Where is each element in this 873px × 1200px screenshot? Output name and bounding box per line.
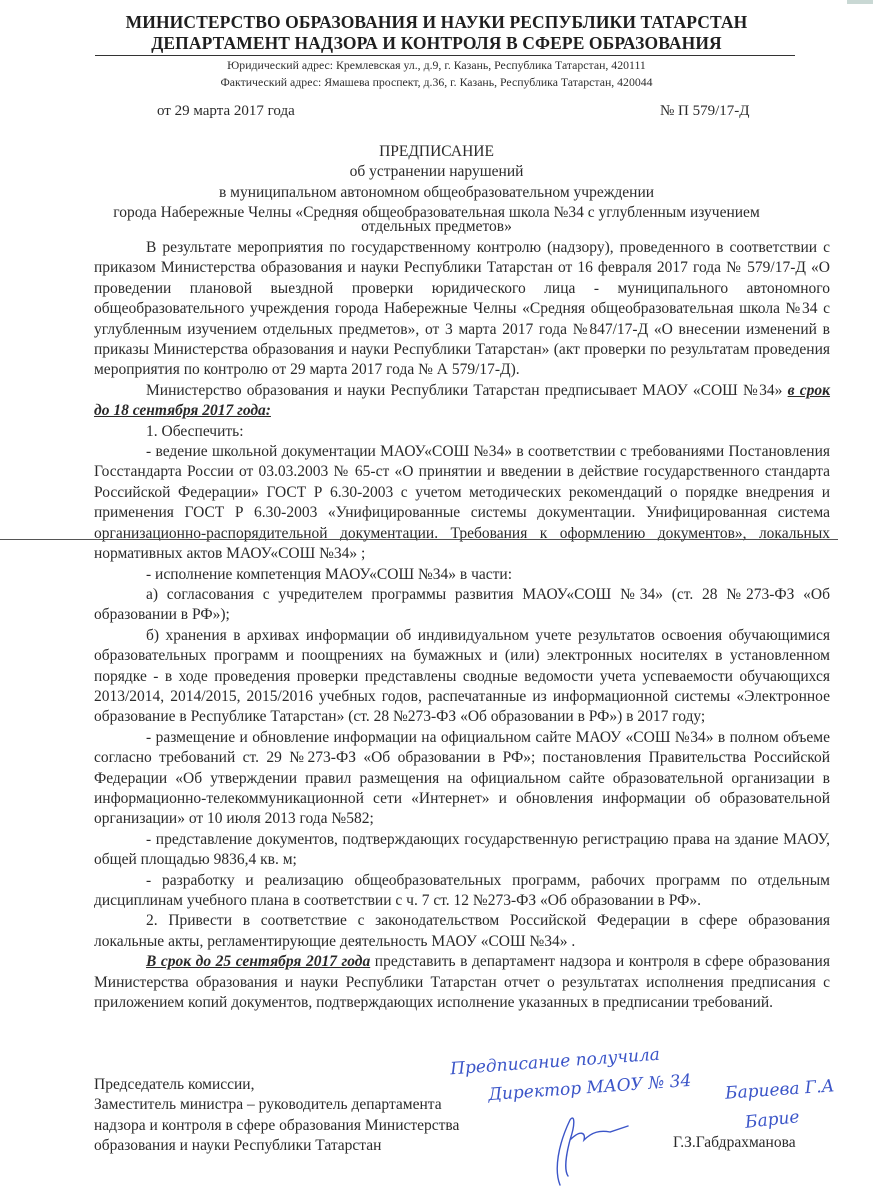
actual-address: Фактический адрес: Ямашева проспект, д.36, г. Казань, Республика Татарстан, 420044 bbox=[220, 75, 653, 89]
item-2: 2. Привести в соответствие с законодательством Российской Федерации в сфере образования локальные акты, регламентирующие деятельность МАОУ «СОШ №34» . bbox=[94, 912, 830, 950]
department-name: ДЕПАРТАМЕНТ НАДЗОРА И КОНТРОЛЯ В СФЕРЕ ОБРАЗОВАНИЯ bbox=[151, 33, 722, 53]
document-number: № П 579/17-Д bbox=[660, 103, 750, 119]
deadline-2: В срок до 25 сентября 2017 года bbox=[146, 953, 371, 971]
report-text: представить в департамент надзора и контроля в сфере образования Министерства образования и науки Республики Татарстан отчет о результатах исполнения предписания с приложением копий документов, подтверждающих исполнение указанных в предписании требований. bbox=[94, 953, 830, 1012]
paragraph-intro: В результате мероприятия по государственному контролю (надзору), проведенного в соответствии с приказом Министерства образования и науки Республики Татарстан от 16 февраля 2017 года № 579/17-Д «О проведении плановой выездной проверки юридического лица - муниципального автономного общеобразовательного учреждения города Набережные Челны «Средняя общеобразовательная школа №34 с углубленным изучением отдельных предметов», от 3 марта 2017 года №847/17-Д «О внесении изменений в приказы Министерства образования и науки Республики Татарстан» (акт проверки по результатам проведения мероприятия по контролю от 29 марта 2017 года № А 579/17-Д). bbox=[94, 239, 830, 379]
title-line-1: об устранении нарушений bbox=[349, 163, 524, 180]
item-1-competence-a: а) согласования с учредителем программы развития МАОУ«СОШ №34» (ст. 28 №273-ФЗ «Об образовании в РФ»); bbox=[94, 585, 830, 624]
handwritten-director-title: Директор МАОУ № 34 bbox=[487, 1070, 692, 1106]
deadline-1: в срок до 18 сентября 2017 года: bbox=[94, 381, 831, 420]
document-title: ПРЕДПИСАНИЕ bbox=[379, 143, 494, 160]
document-body bbox=[94, 238, 830, 1013]
item-1-programs: - разработку и реализацию общеобразовательных программ, рабочих программ по отдельным дисциплинам учебного плана в соответствии с ч. 7 ст. 12 №273-ФЗ «Об образовании в РФ». bbox=[94, 871, 830, 909]
title-line-2: в муниципальном автономном общеобразовательном учреждении bbox=[218, 184, 655, 201]
title-line-4: отдельных предметов» bbox=[361, 218, 512, 235]
ministry-name: МИНИСТЕРСТВО ОБРАЗОВАНИЯ И НАУКИ РЕСПУБЛИКИ ТАТАРСТАН bbox=[125, 12, 748, 32]
handwritten-director-name: Бариева Г.А bbox=[724, 1076, 836, 1104]
scan-corner-mark bbox=[847, 0, 873, 4]
signatory-block bbox=[94, 1075, 459, 1157]
scan-artifact-line bbox=[0, 539, 838, 540]
signatory-name: Г.З.Габдрахманова bbox=[673, 1134, 796, 1151]
header-divider bbox=[95, 55, 795, 56]
signatory-line-2: Заместитель министра – руководитель департамента bbox=[94, 1096, 442, 1114]
order-text: Министерство образования и науки Республики Татарстан предписывает МАОУ «СОШ №34» bbox=[146, 381, 788, 399]
item-1-registration: - представление документов, подтверждающих государственную регистрацию права на здание МАОУ, общей площадью 9836,4 кв. м; bbox=[94, 830, 830, 869]
document-date: от 29 марта 2017 года bbox=[157, 103, 295, 119]
signatory-line-1: Председатель комиссии, bbox=[94, 1076, 255, 1093]
item-1-competence: - исполнение компетенция МАОУ«СОШ №34» в части: bbox=[146, 565, 512, 583]
paragraph-report bbox=[94, 952, 830, 1013]
item-1-documentation: - ведение школьной документации МАОУ«СОШ №34» в соответствии с требованиями Постановления Госстандарта России от 03.03.2003 № 65-ст «О принятии и введении в действие государственного стандарта Российской Федерации» ГОСТ Р 6.30-2003 с учетом методических рекомендаций о порядке внедрения и применения ГОСТ Р 6.30-2003 «Унифицированные системы документации. Унифицированная система организационно-распорядительной документации. Требования к оформлению документов», локальных нормативных актов МАОУ«СОШ №34» ; bbox=[94, 443, 830, 563]
signatory-line-3: надзора и контроля в сфере образования Министерства bbox=[94, 1116, 460, 1134]
title-line-3: города Набережные Челны «Средняя общеобразовательная школа №34 с углубленным изучением bbox=[113, 204, 760, 221]
signatory-line-4: образования и науки Республики Татарстан bbox=[94, 1137, 382, 1155]
item-1-competence-b: б) хранения в архивах информации об индивидуальном учете результатов освоения обучающимися образовательных программ и поощрениях на бумажных и (или) электронных носителях в установленном порядке - в ходе проведения проверки представлены сводные ведомости учета успеваемости обучающихся 2013/2014, 2014/2015, 2015/2016 учебных годов, распечатанные из информационной системы «Электронное образование в Республике Татарстан» (ст. 28 №273-ФЗ «Об образовании в РФ») в 2017 году; bbox=[94, 626, 830, 726]
handwritten-received-note: Предписание получила bbox=[449, 1044, 661, 1080]
item-1-website: - размещение и обновление информации на официальном сайте МАОУ «СОШ №34» в полном объеме согласно требований ст. 29 №273-ФЗ «Об образовании в РФ»; постановления Правительства Российской Федерации «Об утверждении правил размещения на официальном сайте образовательной организации в информационно-телекоммуникационной сети «Интернет» и обновления информации об образовательной организации» от 10 июля 2013 года №582; bbox=[94, 728, 830, 828]
paragraph-order bbox=[94, 381, 830, 422]
item-1-heading: 1. Обеспечить: bbox=[146, 422, 244, 440]
handwritten-director-signature: Барие bbox=[744, 1107, 801, 1133]
legal-address: Юридический адрес: Кремлевская ул., д.9, г. Казань, Республика Татарстан, 420111 bbox=[227, 58, 646, 72]
signature-scribble-icon bbox=[540, 1110, 630, 1190]
